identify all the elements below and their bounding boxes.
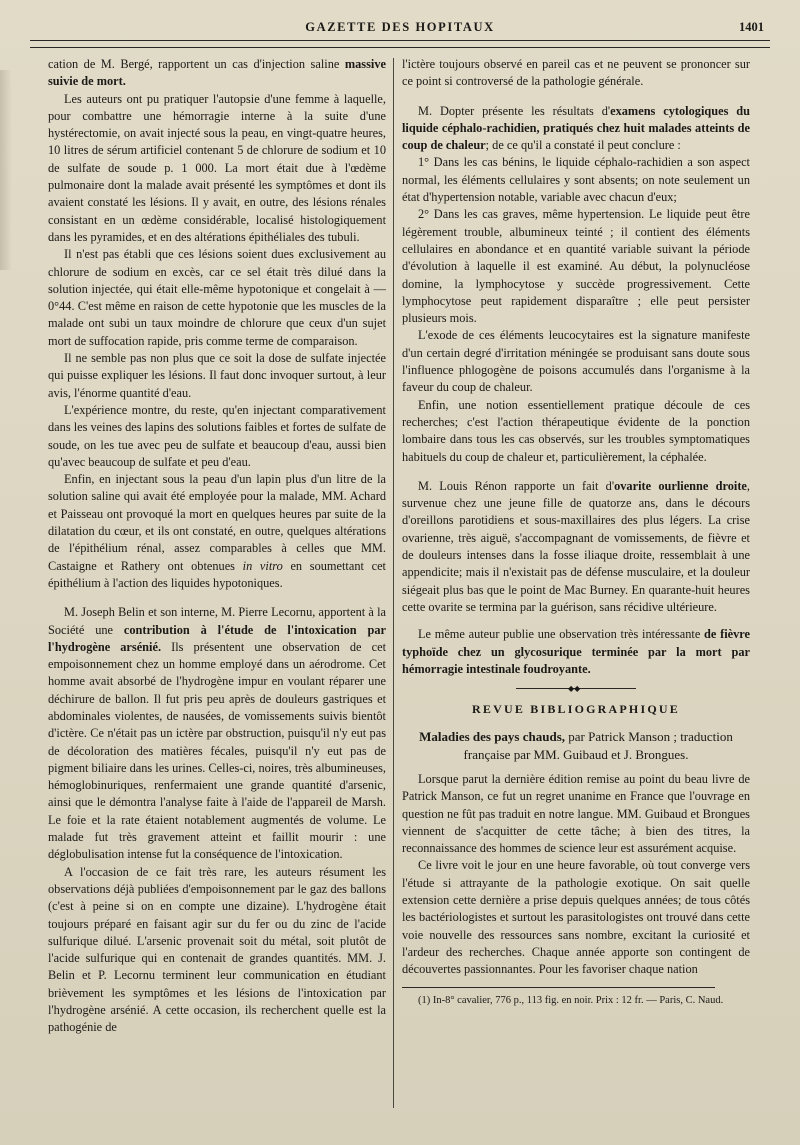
paragraph: L'exode de ces éléments leucocytaires est la signature manifeste d'un certain degré d'irritation méningée se produisant sans doute sous l'influence phlogogène de poisons accumulés dans l'organisme à la faveur du coup de chaleur. <box>402 328 750 395</box>
right-column <box>402 56 750 1008</box>
book-title <box>402 728 750 763</box>
paragraph-text: Enfin, en injectant sous la peau d'un lapin plus d'un litre de la solution saline qui avait été employée pour la malade, MM. Achard et Paisseau ont provoqué la mort en quelques heures par suite de la dilatation du cœur, et ils ont constaté, en outre, quelques altérations de l'épithélium rénal, assez comparables à celles que MM. Castaigne et Rathery ont obtenues <box>48 472 386 573</box>
paragraph <box>48 471 386 592</box>
journal-title: GAZETTE DES HOPITAUX <box>305 20 495 34</box>
page-number: 1401 <box>739 20 764 34</box>
paragraph-heading: massive suivie de mort. <box>48 57 386 89</box>
paragraph-text: M. Dopter présente les résultats d' <box>418 103 611 118</box>
column-divider <box>393 58 394 1108</box>
paragraph: 1° Dans les cas bénins, le liquide céphalo-rachidien a son aspect normal, les éléments cellulaires y sont absents; on note seulement un état d'hypertension notable, variable avec chacun d'eux; <box>402 155 750 205</box>
left-column <box>48 56 386 1037</box>
paragraph-text: , survenue chez une jeune fille de quatorze ans, dans le décours d'oreillons parotidiens et sous-maxillaires des plus légers. La crise ovarienne, très aiguë, s'accompagnant de vomissements, de fièvre et de douleurs intenses dans la fosse iliaque droite, ressemblait à une appendicite; mais il n'existait pas de défense musculaire, et la douleur siégeait plus bas que le point de Mac Burney. En quarante-huit heures cette ovarite se termina par la guérison, sans récidive ultérieure. <box>402 478 751 614</box>
paragraph: Il n'est pas établi que ces lésions soient dues exclusivement au chlorure de sodium en excès, car ce sel était très dilué dans la solution injectée, qui était elle-même hypotonique et congelait à — 0°44. C'est même en raison de cette hypotonie que les muscles de la malade ont subi un taux moindre de chlorure que ceux d'un sujet mort de suffocation rapide, pris comme terme de comparaison. <box>48 247 386 348</box>
paragraph <box>402 103 750 155</box>
footnote-rule <box>402 987 715 988</box>
paragraph-text: M. Louis Rénon rapporte un fait d' <box>418 478 615 493</box>
separator-ornament: ◆◆ <box>568 684 581 694</box>
paragraph-text: Le même auteur publie une observation très intéressante <box>418 627 701 642</box>
paragraph: 2° Dans les cas graves, même hypertension. Le liquide peut être légèrement trouble, albumineux teinté ; il contient des éléments cellulaires en abondance et en quantité variable suivant la période d'évolution à laquelle il est examiné. Au début, la polynucléose domine, la lymphocytose y succède progressivement. Cette lymphocytose peut rapidement disparaître ; elle peut persister plusieurs mois. <box>402 207 750 326</box>
italic-text: in vitro <box>242 558 283 573</box>
paragraph: Enfin, une notion essentiellement pratique découle de ces recherches; c'est l'action thérapeutique évidente de la ponction lombaire dans tous les cas observés, sur les troubles symptomatiques habituels du coup de chaleur et, particulièrement, la céphalée. <box>402 397 750 464</box>
paragraph: L'expérience montre, du reste, qu'en injectant comparativement dans les veines des lapins des solutions faibles et fortes de sulfate de soude, on les tue avec peu de sulfate et beaucoup d'eau, aussi bien qu'avec beaucoup de sulfate et peu d'eau. <box>48 402 387 469</box>
paragraph-text: M. Joseph Belin et son interne, M. Pierre Lecornu, apportent à la Société une <box>48 605 386 637</box>
page-header <box>30 12 770 40</box>
paragraph <box>402 626 750 678</box>
section-separator <box>516 684 636 694</box>
footnote: (1) In-8° cavalier, 776 p., 113 fig. en noir. Prix : 12 fr. — Paris, C. Naud. <box>418 994 724 1006</box>
book-title-main: Maladies des pays chauds, <box>419 729 566 745</box>
paragraph-heading: examens cytologiques du liquide céphalo-rachidien, pratiqués chez huit malades atteints de coup de chaleur <box>402 103 750 153</box>
paragraph <box>402 478 750 616</box>
page-edge-shadow <box>0 70 12 270</box>
book-title-byline: par Patrick Manson ; traduction française par MM. Guibaud et J. Brongues. <box>463 729 733 762</box>
paragraph-text: cation de M. Bergé, rapportent un cas d'injection saline <box>48 57 340 71</box>
paragraph: Les auteurs ont pu pratiquer l'autopsie d'une femme à laquelle, pour combattre une hémorragie interne à la suite d'une hystérectomie, on avait injecté sous la peau, en vingt-quatre heures, 10 litres de sérum artificiel contenant 5 de chlorure de sodium et 10 de sulfate de soude p. 1 000. La mort était due à l'œdème pulmonaire dont la malade avait présenté les symptômes et dont ils avaient constaté les lésions. Il y avait, en outre, des lésions rénales consistant en un œdème considérable, localisé histologiquement dans les pyramides, et en des altérations épithéliales des tubuli. <box>48 91 386 244</box>
paragraph: A l'occasion de ce fait très rare, les auteurs résument les observations déjà publiées d'empoisonnement par le gaz des ballons (c'est à peine si on en compte une dizaine). L'hydrogène était toujours préparé en faisant agir sur du fer ou du zinc de l'acide sulfurique dilué. L'arsenic provenait soit du métal, soit plutôt de l'acide sulfurique qui en contenait de grandes quantités. MM. J. Belin et P. Lecornu terminent leur communication en étudiant brièvement les symptômes et les lésions de l'intoxication par l'hydrogène arsénié. A cette occasion, ils recherchent quelle est la pathogénie de <box>48 864 386 1035</box>
paragraph-text: en soumettant cet épithélium à l'action des liquides hypotoniques. <box>48 558 386 590</box>
paragraph-heading: ovarite ourlienne droite <box>614 478 747 493</box>
paragraph: Ce livre voit le jour en une heure favorable, où tout converge vers l'étude si attrayante de la pathologie exotique. On sait quelle extension cette dernière a prise depuis quelques années; de tous côtés les bactériologistes et surtout les parasitologistes ont trouvé dans cette voie nouvelle des ressources sans nombre, excitant la curiosité et l'ardeur des recherches. Chaque année apporte son contingent de découvertes passionnantes. Pour les favoriser chaque nation <box>402 858 750 977</box>
paragraph-text: ; de ce qu'il a constaté il peut conclure : <box>485 138 681 153</box>
paragraph: Lorsque parut la dernière édition remise au point du beau livre de Patrick Manson, ce fut un regret unanime en France que l'ouvrage en question ne fût pas traduit en notre langue. MM. Guibaud et Brongues viennent de s'acquitter de cette tâche; à bien des titres, la reconnaissance des hommes de science leur est assurément acquise. <box>402 771 750 856</box>
paragraph-text: Ils présentent une observation de cet empoisonnement chez un homme employé dans un aérodrome. Cet homme avait absorbé de l'hydrogène impur en voulant réparer une déchirure de ballon. Il fut pris peu après de douleurs gastriques et abdominales violentes, de nausées, de vomissements suivis bientôt d'ictère. Ce n'était pas un ictère par obstruction, puisqu'il n'y eut pas de décoloration des matières fécales, puisqu'il n'y eut pas de pigment biliaire dans les urines. Celles-ci, noires, très albumineuses, hémoglobinuriques, renfermaient une grande quantité d'arsenic, ainsi que le démontra l'analyse faite à l'aide de l'appareil de Marsh. Le foie et la rate étaient notablement augmentés de volume. Le malade fut très gravement atteint et faillit mourir : une déglobulisation intense fut la conséquence de l'intoxication. <box>48 639 387 862</box>
section-title: REVUE BIBLIOGRAPHIQUE <box>472 702 680 717</box>
paragraph-heading: contribution à l'étude de l'intoxication par l'hydrogène arsénié. <box>48 622 386 654</box>
paragraph <box>48 56 386 91</box>
header-rule <box>30 40 770 41</box>
paragraph-heading: de fièvre typhoïde chez un glycosurique terminée par la mort par hémorragie intestinale foudroyante. <box>402 627 751 676</box>
paragraph: l'ictère toujours observé en pareil cas et ne peuvent se prononcer sur ce point si controversé de la pathologie générale. <box>402 57 750 89</box>
paragraph: Il ne semble pas non plus que ce soit la dose de sulfate injectée qui puisse expliquer les lésions. Il faut donc invoquer surtout, à leur avis, l'énorme quantité d'eau. <box>48 351 386 400</box>
paragraph <box>48 604 386 863</box>
header-rule-thin <box>30 47 770 48</box>
